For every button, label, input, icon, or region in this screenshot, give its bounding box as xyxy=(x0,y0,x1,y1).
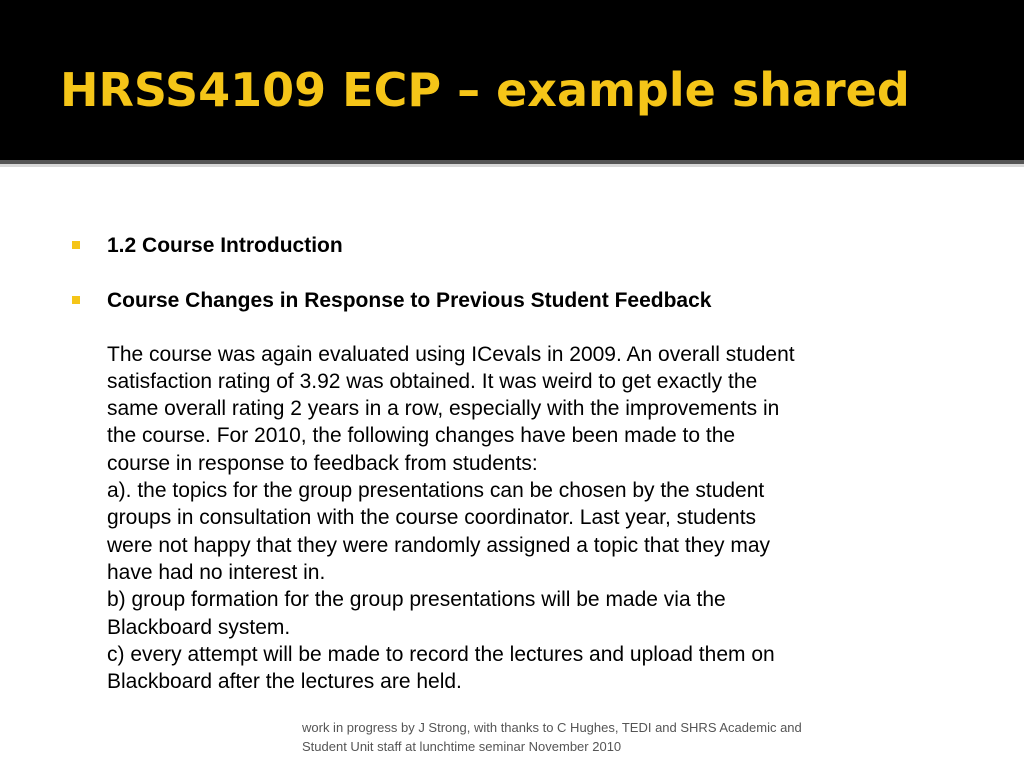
body-line: Blackboard system. xyxy=(107,615,291,639)
body-line: course in response to feedback from students: xyxy=(107,451,538,475)
bullet-item-course-introduction xyxy=(72,232,962,259)
square-bullet-icon xyxy=(72,241,80,249)
bullet-body-text xyxy=(107,341,962,696)
body-line: satisfaction rating of 3.92 was obtained. It was weird to get exactly the xyxy=(107,369,758,393)
bullet-item-course-changes xyxy=(72,287,962,695)
slide-footer xyxy=(302,718,942,756)
body-line: were not happy that they were randomly assigned a topic that they may xyxy=(107,533,771,557)
body-line: the course. For 2010, the following changes have been made to the xyxy=(107,424,736,448)
footer-line: Student Unit staff at lunchtime seminar November 2010 xyxy=(302,739,622,754)
footer-line: work in progress by J Strong, with thanks to C Hughes, TEDI and SHRS Academic and xyxy=(302,720,802,735)
title-bar xyxy=(0,0,1024,160)
square-bullet-icon xyxy=(72,296,80,304)
body-line: same overall rating 2 years in a row, especially with the improvements in xyxy=(107,397,780,421)
body-line: have had no interest in. xyxy=(107,560,326,584)
bullet-heading: Course Changes in Response to Previous Student Feedback xyxy=(107,289,712,313)
body-line: b) group formation for the group presentations will be made via the xyxy=(107,588,726,612)
body-line: a). the topics for the group presentations can be chosen by the student xyxy=(107,479,765,503)
body-line: c) every attempt will be made to record the lectures and upload them on xyxy=(107,642,775,666)
body-line: Blackboard after the lectures are held. xyxy=(107,670,462,694)
bullet-heading: 1.2 Course Introduction xyxy=(107,234,343,257)
body-line: The course was again evaluated using ICevals in 2009. An overall student xyxy=(107,342,795,366)
title-divider-highlight xyxy=(0,164,1024,167)
body-line: groups in consultation with the course coordinator. Last year, students xyxy=(107,506,757,530)
slide-content xyxy=(72,232,962,695)
slide-title: HRSS4109 ECP – example shared xyxy=(60,63,910,117)
